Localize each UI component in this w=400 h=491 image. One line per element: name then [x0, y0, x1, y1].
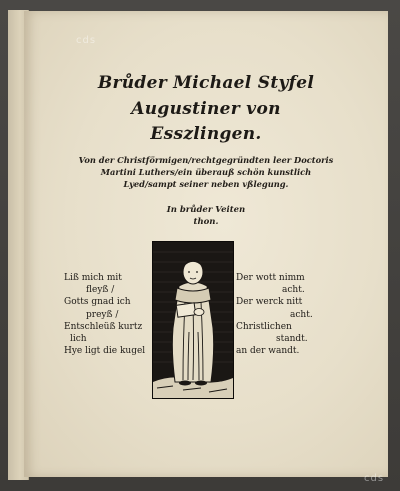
verse-right-line: Der wott nimm: [236, 273, 305, 283]
verse-right-line: Christlichen: [236, 321, 292, 332]
subtitle-line-1: Von der Christförmigen/rechtgegründten leer Doctoris: [78, 155, 334, 165]
verse-right-line: an der wandt.: [236, 346, 300, 357]
verse-left-line: Liß mich mit: [64, 273, 122, 283]
verse-right-column: [236, 272, 313, 357]
verse-left-column: [64, 272, 145, 357]
subtitle-line-2: Martini Luthers/ein überauß schön kunstlich: [100, 167, 312, 177]
title-line-1: Brůder Michael Styfel: [97, 73, 315, 93]
watermark-top: cds: [76, 35, 97, 46]
verse-left-line: preyß /: [86, 309, 119, 320]
verse-left-line: Gotts gnad ich: [64, 297, 131, 308]
monk-woodcut-image: [153, 242, 233, 398]
document-page: [24, 11, 388, 484]
verse-left-line: fleyß /: [86, 285, 115, 296]
title-line-3: Esszlingen.: [150, 124, 262, 144]
watermark-bottom: cds: [364, 473, 385, 484]
verse-left-line: lich: [70, 334, 87, 345]
tune-line-2: thon.: [193, 217, 219, 227]
verse-right-line: acht.: [282, 285, 305, 296]
verse-right-line: standt.: [276, 334, 308, 345]
title-line-2: Augustiner von: [131, 99, 281, 119]
verse-left-line: Entschleüß kurtz: [64, 321, 143, 332]
subtitle-line-3: Lyed/sampt seiner neben vßlegung.: [123, 179, 289, 189]
verse-left-line: Hye ligt die kugel: [64, 346, 146, 357]
verse-right-line: acht.: [290, 309, 313, 320]
tune-line-1: In brůder Veiten: [166, 205, 246, 215]
verse-right-line: Der werck nitt: [236, 297, 303, 308]
woodcut-monk-figure: [152, 241, 234, 399]
